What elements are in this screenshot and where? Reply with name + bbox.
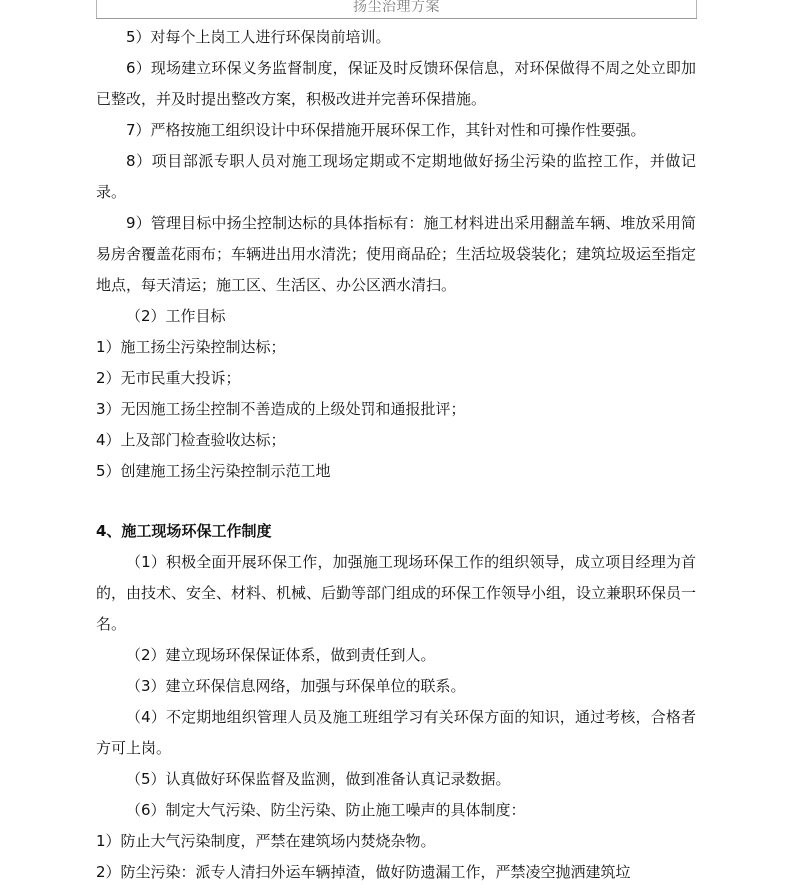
goal-item: 1）施工扬尘污染控制达标； — [96, 338, 286, 356]
running-header: 扬尘治理方案 — [353, 0, 440, 15]
paragraph: 6）现场建立环保义务监督制度，保证及时反馈环保信息，对环保做得不周之处立即加已整改，并及时提出整改方案，积极改进并完善环保措施。 — [96, 59, 696, 108]
paragraph: 5）对每个上岗工人进行环保岗前培训。 — [126, 28, 391, 46]
document-body — [96, 22, 696, 888]
blank-line — [96, 487, 696, 516]
paragraph: （2）建立现场环保保证体系，做到责任到人。 — [126, 646, 436, 664]
subsection-title: （2）工作目标 — [126, 307, 226, 325]
sub-item: 2）防尘污染：派专人清扫外运车辆掉渣，做好防遗漏工作，严禁凌空抛洒建筑垃 — [96, 863, 631, 881]
sub-item: 1）防止大气污染制度，严禁在建筑场内焚烧杂物。 — [96, 832, 436, 850]
paragraph: 8）项目部派专职人员对施工现场定期或不定期地做好扬尘污染的监控工作，并做记录。 — [96, 152, 696, 201]
paragraph: 9）管理目标中扬尘控制达标的具体指标有：施工材料进出采用翻盖车辆、堆放采用简易房舍覆盖花雨布；车辆进出用水清洗；使用商品砼；生活垃圾袋装化；建筑垃圾运至指定地点，每天清运；施工区、生活区、办公区洒水清扫。 — [96, 214, 697, 294]
goal-item: 3）无因施工扬尘控制不善造成的上级处罚和通报批评； — [96, 400, 466, 418]
paragraph: （1）积极全面开展环保工作，加强施工现场环保工作的组织领导，成立项目经理为首的，由技术、安全、材料、机械、后勤等部门组成的环保工作领导小组，设立兼职环保员一名。 — [96, 553, 697, 633]
paragraph: （6）制定大气污染、防尘污染、防止施工噪声的具体制度： — [126, 801, 526, 819]
paragraph: （5）认真做好环保监督及监测，做到准备认真记录数据。 — [126, 770, 511, 788]
goal-item: 2）无市民重大投诉； — [96, 369, 241, 387]
goal-item: 5）创建施工扬尘污染控制示范工地 — [96, 462, 331, 480]
paragraph: （4）不定期地组织管理人员及施工班组学习有关环保方面的知识，通过考核，合格者方可上岗。 — [96, 708, 696, 757]
section-heading: 4、施工现场环保工作制度 — [96, 522, 272, 540]
goal-item: 4）上及部门检查验收达标； — [96, 431, 286, 449]
paragraph: 7）严格按施工组织设计中环保措施开展环保工作，其针对性和可操作性要强。 — [126, 121, 646, 139]
paragraph: （3）建立环保信息网络，加强与环保单位的联系。 — [126, 677, 466, 695]
header-rule — [96, 18, 697, 19]
